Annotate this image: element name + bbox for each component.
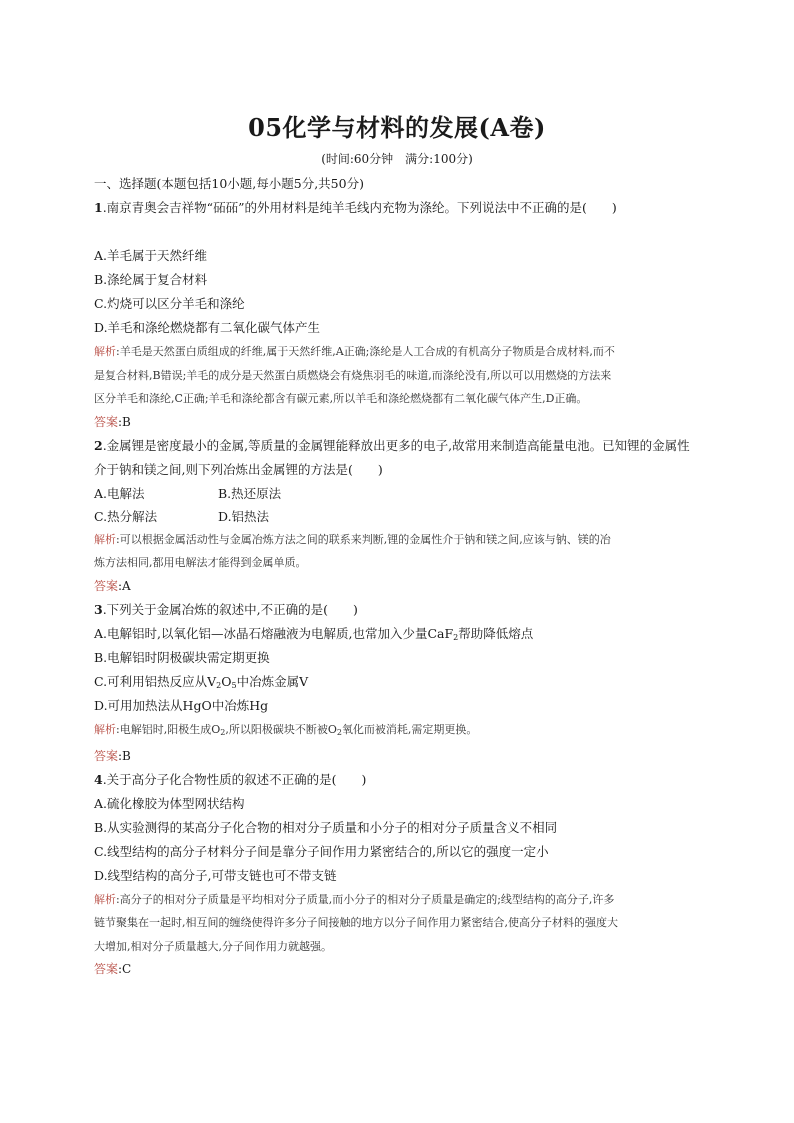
explanation-text: 区分羊毛和涤纶,C正确;羊毛和涤纶都含有碳元素,所以羊毛和涤纶燃烧都有二氧化碳气体产生,D正确。 [94, 392, 588, 406]
answer-2 [94, 575, 700, 598]
option-d: D.线型结构的高分子,可带支链也可不带支链 [94, 867, 337, 883]
option-d: D.可用加热法从HgO中冶炼Hg [94, 697, 269, 713]
page-title: 05化学与材料的发展(A卷) [248, 113, 546, 142]
option-c: C.可利用铝热反应从$V_2O_5$中冶炼金属V [94, 673, 309, 690]
question-number: 4 [94, 771, 103, 787]
option-c: C.线型结构的高分子材料分子间是靠分子间作用力紧密结合的,所以它的强度一定小 [94, 843, 549, 859]
options-row [94, 482, 700, 505]
question-number: 2 [94, 437, 103, 453]
option-a: A.电解铝时,以氧化铝—冰晶石熔融液为电解质,也常加入少量CaF$_2$帮助降低熔点 [94, 625, 534, 642]
explanation-4 [94, 888, 700, 959]
answer-label: 答案 [94, 578, 119, 593]
question-4-stem [94, 768, 700, 792]
explanation-text: :高分子的相对分子质量是平均相对分子质量,而小分子的相对分子质量是确定的;线型结构的高分子,许多 [116, 892, 615, 906]
question-2-stem-cont: 介于钠和镁之间,则下列冶炼出金属锂的方法是( ) [94, 461, 383, 477]
explanation-text: 链节聚集在一起时,相互间的缠绕使得许多分子间接触的地方以分子间作用力紧密结合,使高分子材料的强度大 [94, 916, 618, 930]
answer-label: 答案 [94, 962, 119, 977]
answer-3 [94, 745, 700, 768]
answer-value: :A [118, 578, 131, 593]
question-number: 1 [94, 200, 103, 215]
answer-value: :B [118, 748, 131, 763]
explanation-text: :羊毛是天然蛋白质组成的纤维,属于天然纤维,A正确;涤纶是人工合成的有机高分子物质是合成材料,而不 [116, 345, 615, 358]
question-text: .金属锂是密度最小的金属,等质量的金属锂能释放出更多的电子,故常用来制造高能量电池。已知锂的金属性 [102, 437, 690, 453]
question-text: .下列关于金属冶炼的叙述中,不正确的是( ) [102, 601, 358, 617]
explanation-text: 大增加,相对分子质量越大,分子间作用力就越强。 [94, 939, 332, 953]
options-row [94, 505, 700, 528]
option-d: D.铝热法 [218, 508, 270, 524]
answer-label: 答案 [94, 748, 119, 763]
answer-4 [94, 958, 700, 981]
explanation-3: 解析:电解铝时,阳极生成$O_2$,所以阳极碳块不断被$O_2$氧化而被消耗,需定期更换。 [94, 722, 478, 737]
option-b: B.电解铝时阴极碳块需定期更换 [94, 649, 270, 665]
explanation-1 [94, 340, 700, 411]
question-2-stem [94, 434, 700, 458]
explanation-label: 解析 [94, 532, 116, 546]
explanation-2 [94, 528, 700, 575]
answer-value: :B [118, 414, 131, 429]
question-3-stem [94, 598, 700, 622]
option-c: C.灼烧可以区分羊毛和涤纶 [94, 296, 245, 311]
option-b: B.热还原法 [218, 485, 282, 501]
option-b: B.从实验测得的某高分子化合物的相对分子质量和小分子的相对分子质量含义不相同 [94, 819, 558, 835]
question-text: .南京青奥会吉祥物“砳砳”的外用材料是纯羊毛线内充物为涤纶。下列说法中不正确的是( ) [102, 200, 617, 215]
answer-value: :C [118, 962, 132, 977]
explanation-text: 炼方法相同,都用电解法才能得到金属单质。 [94, 556, 307, 570]
option-a: A.电解法 [94, 485, 145, 501]
answer-label: 答案 [94, 414, 119, 429]
explanation-label: 解析 [94, 722, 116, 736]
question-text: .关于高分子化合物性质的叙述不正确的是( ) [102, 771, 367, 787]
question-1-stem [94, 196, 700, 220]
option-a: A.羊毛属于天然纤维 [94, 248, 208, 263]
explanation-label: 解析 [94, 345, 116, 358]
option-c: C.热分解法 [94, 508, 158, 524]
explanation-text: :可以根据金属活动性与金属冶炼方法之间的联系来判断,锂的金属性介于钠和镁之间,应该与钠、镁的冶 [116, 532, 611, 546]
section-heading: 一、选择题(本题包括10小题,每小题5分,共50分) [94, 176, 364, 191]
option-b: B.涤纶属于复合材料 [94, 272, 208, 287]
option-d: D.羊毛和涤纶燃烧都有二氧化碳气体产生 [94, 320, 321, 335]
explanation-label: 解析 [94, 892, 116, 906]
option-a: A.硫化橡胶为体型网状结构 [94, 795, 245, 811]
page-subtitle: (时间:60分钟 满分:100分) [321, 152, 473, 166]
question-number: 3 [94, 601, 103, 617]
question-content [94, 172, 700, 981]
explanation-text: 是复合材料,B错误;羊毛的成分是天然蛋白质燃烧会有烧焦羽毛的味道,而涤纶没有,所以可以用燃烧的方法来 [94, 368, 612, 382]
answer-1 [94, 411, 700, 434]
